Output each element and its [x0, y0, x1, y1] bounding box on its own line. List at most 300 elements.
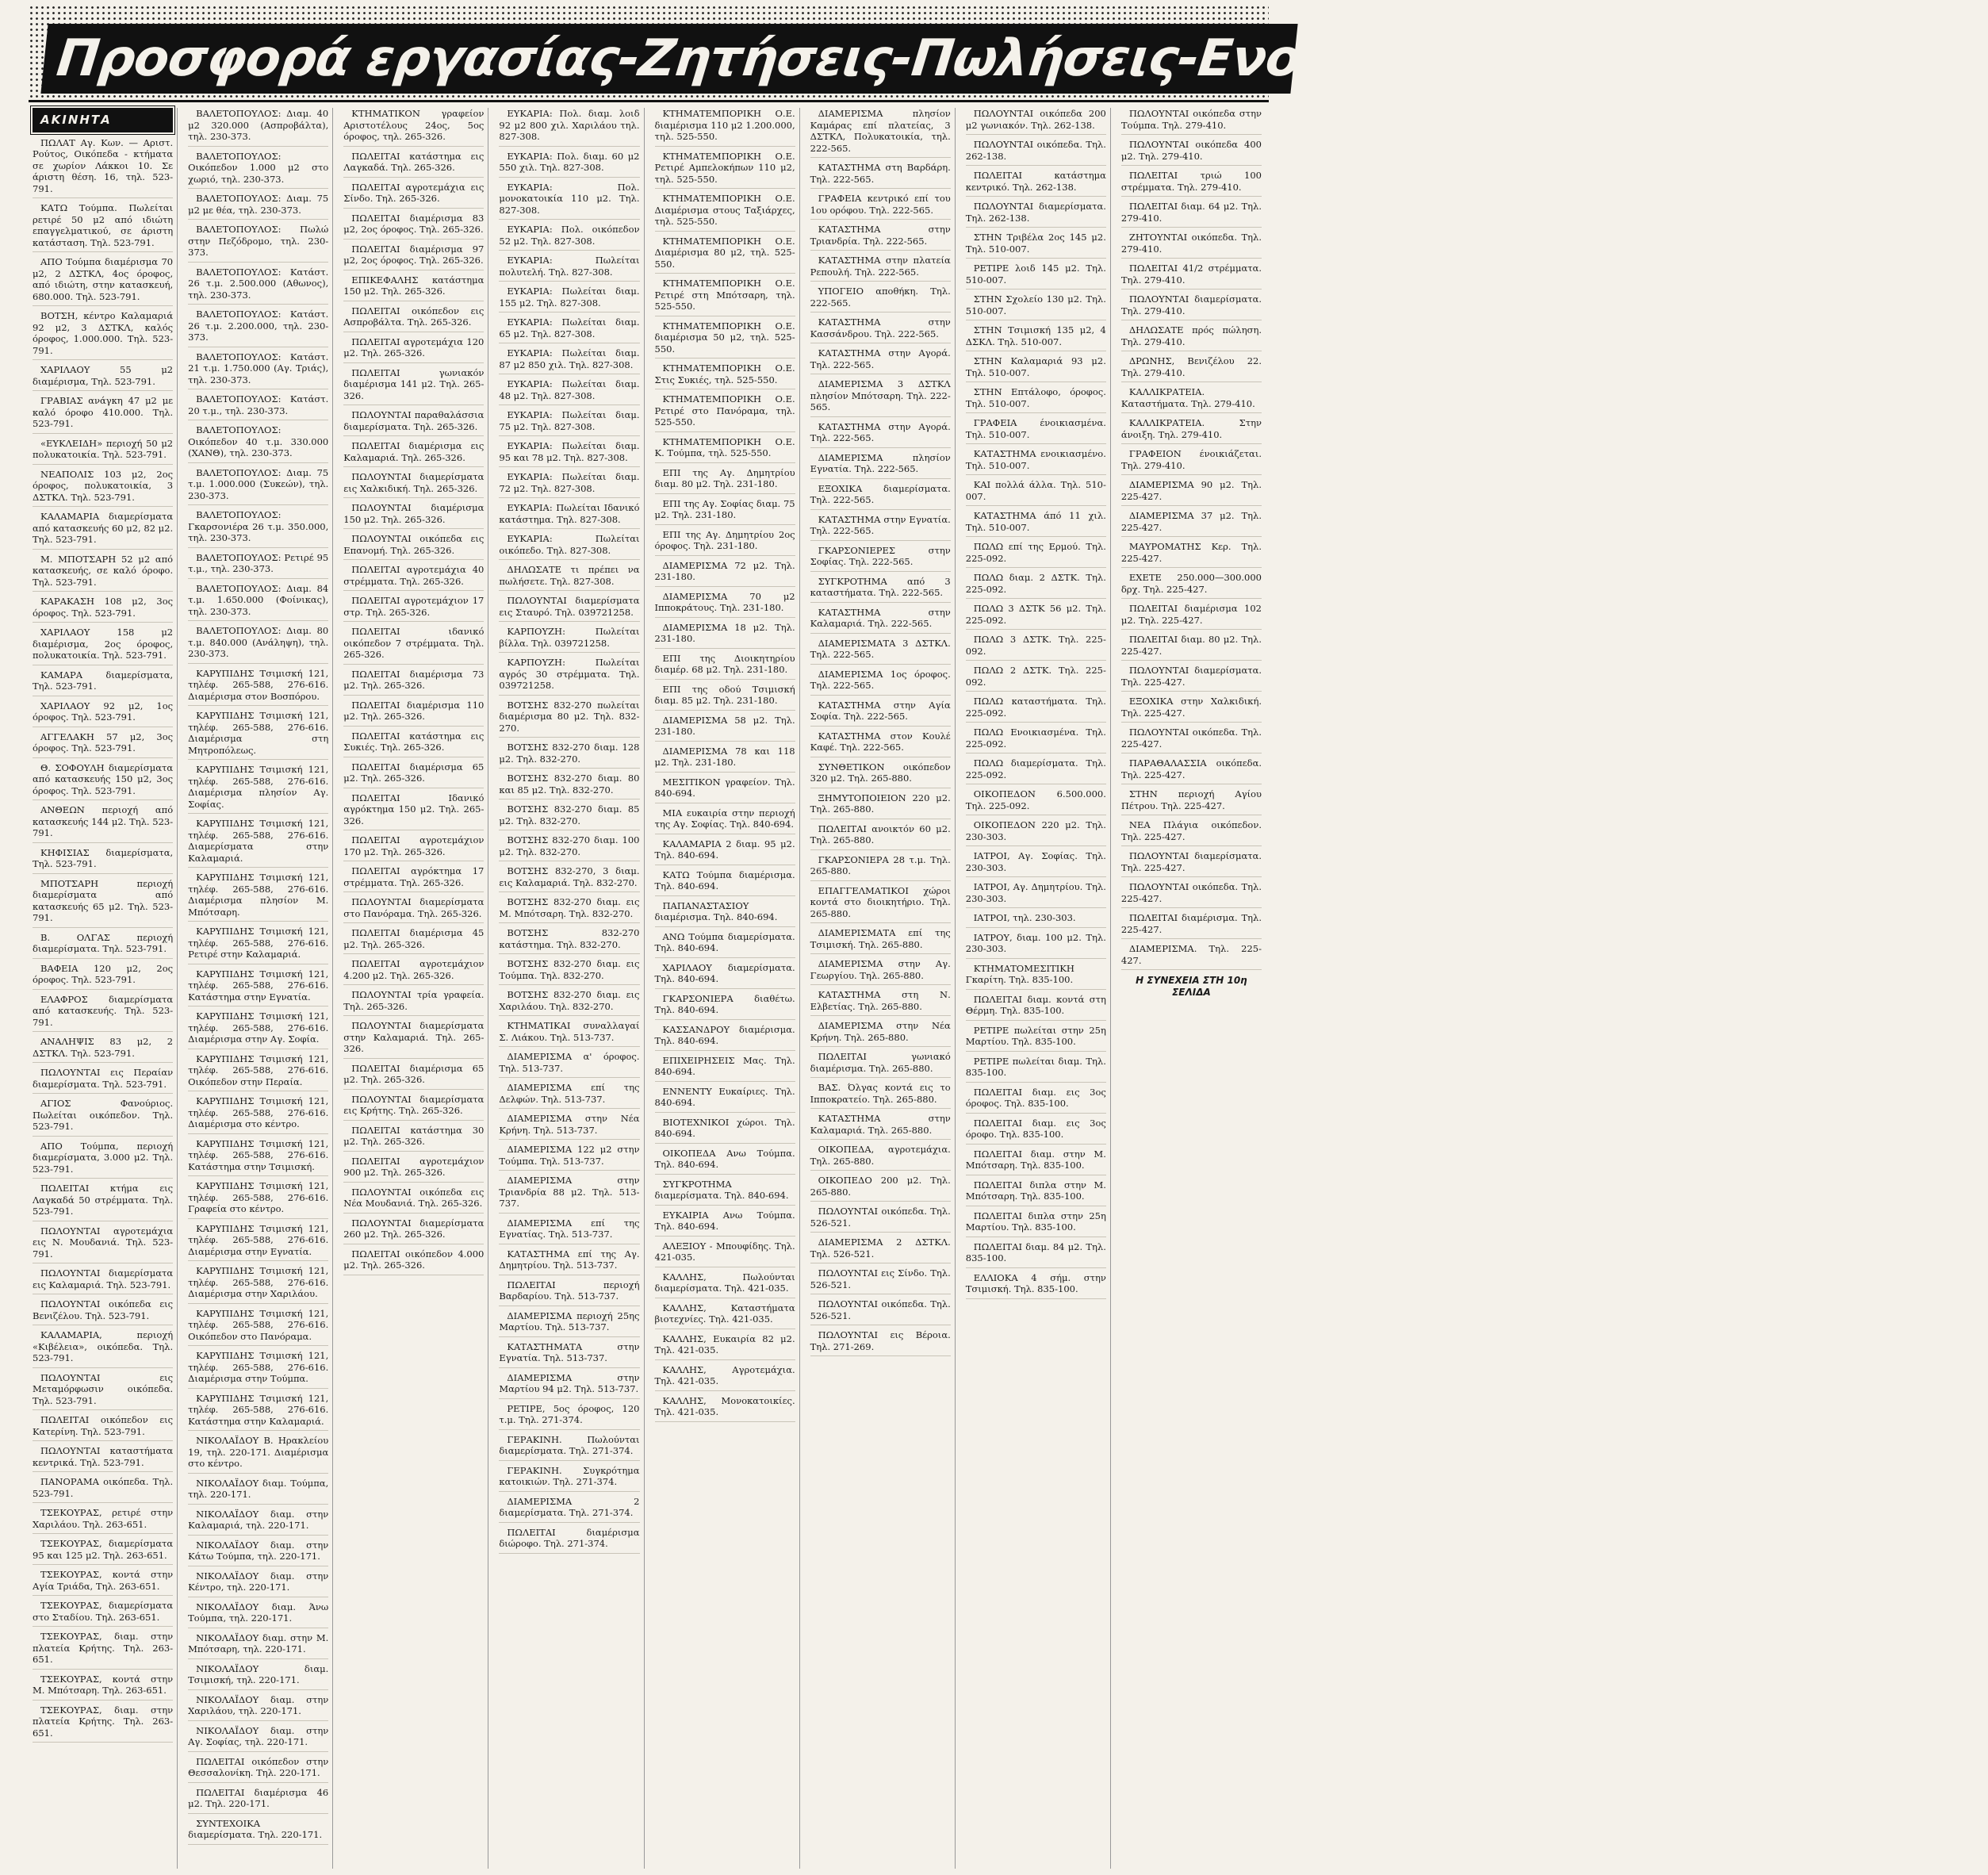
- classified-ad: ΠΩΛΕΙΤΑΙ διαμέρισμα 46 μ2. Τηλ. 220-171.: [188, 1787, 328, 1814]
- classified-ad: ΠΩΛΟΥΝΤΑΙ διαμερίσματα. Τηλ. 225-427.: [1121, 850, 1262, 877]
- classified-ad: ΚΑΡΠΟΥΖΗ: Πωλείται βίλλα. Τηλ. 039721258.: [499, 626, 639, 653]
- classified-ad: ΚΑΡΠΟΥΖΗ: Πωλείται αγρός 30 στρέμματα. Τηλ. 039721258.: [499, 657, 639, 696]
- classified-ad: ΚΑΜΑΡΑ διαμερίσματα, Τηλ. 523-791.: [33, 669, 173, 696]
- classified-ad: ΕΥΚΑΡΙΑ: Πωλείται διαμ. 155 μ2. Τηλ. 827-308.: [499, 286, 639, 312]
- section-header: ΑΚΙΝΗΤΑ: [33, 108, 173, 132]
- classified-ad: ΠΩΛΕΙΤΑΙ τριώ 100 στρέμματα. Τηλ. 279-410.: [1121, 170, 1262, 197]
- classified-ad: ΠΩΛΕΙΤΑΙ ιδανικό οικόπεδον 7 στρέμματα. Τηλ. 265-326.: [343, 626, 484, 665]
- classified-ad: ΡΕΤΙΡΕ πωλείται διαμ. Τηλ. 835-100.: [966, 1056, 1106, 1083]
- classified-ad: ΚΤΗΜΑΤΕΜΠΟΡΙΚΗ Ο.Ε. Διαμέρισμα 80 μ2, τηλ. 525-550.: [655, 236, 795, 274]
- classified-ad: ΓΡΑΦΕΙΟΝ ένοικιάζεται. Τηλ. 279-410.: [1121, 448, 1262, 475]
- classified-ad: ΚΤΗΜΑΤΕΜΠΟΡΙΚΗ Ο.Ε. Ρετιρέ στη Μπότσαρη, τηλ. 525-550.: [655, 278, 795, 316]
- classified-ad: ΓΡΑΦΕΙΑ κεντρικό επί του 1ου ορόφου. Τηλ. 222-565.: [810, 193, 951, 220]
- classified-ad: ΚΑΛΛΗΣ, Μονοκατοικίες. Τηλ. 421-035.: [655, 1395, 795, 1422]
- classified-ad: ΑΓΙΟΣ Φανούριος. Πωλείται οικόπεδον. Τηλ. 523-791.: [33, 1098, 173, 1137]
- classified-ad: ΣΤΗΝ Τριβέλα 2ος 145 μ2. Τηλ. 510-007.: [966, 232, 1106, 259]
- classified-ad: ΒΟΤΣΗΣ 832-270 διαμ. εις Χαριλάου. Τηλ. 832-270.: [499, 989, 639, 1016]
- classified-ad: ΠΩΛΟΥΝΤΑΙ διαμερίσματα. Τηλ. 225-427.: [1121, 665, 1262, 692]
- classified-ad: ΠΩΛΟΥΝΤΑΙ διαμερίσματα 260 μ2. Τηλ. 265-326.: [343, 1217, 484, 1244]
- classified-ad: ΕΥΚΑΡΙΑ: Πολ. διαμ. 60 μ2 550 χιλ. Τηλ. 827-308.: [499, 151, 639, 178]
- classified-ad: ΔΗΛΩΣΑΤΕ τι πρέπει να πωλήσετε. Τηλ. 827-308.: [499, 564, 639, 591]
- classified-ad: ΠΩΛΕΙΤΑΙ διαμέρισμα 65 μ2. Τηλ. 265-326.: [343, 761, 484, 788]
- classified-ad: ΑΝΩ Τούμπα διαμερίσματα. Τηλ. 840-694.: [655, 931, 795, 958]
- classified-ad: ΠΩΛΕΙΤΑΙ διαμέρισμα 97 μ2, 2ος όροφος. Τηλ. 265-326.: [343, 243, 484, 270]
- classified-ad: ΕΠΙ της Αγ. Σοφίας διαμ. 75 μ2. Τηλ. 231-180.: [655, 498, 795, 525]
- classified-ad: ΚΑΤΑΣΤΗΜΑ στην Καλαμαριά. Τηλ. 265-880.: [810, 1113, 951, 1140]
- classified-ad: ΚΑΡΥΠΙΔΗΣ Τσιμισκή 121, τηλέφ. 265-588, 276-616. Διαμέρισμα στην Εγνατία.: [188, 1223, 328, 1262]
- classified-ad: ΕΧΕΤΕ 250.000—300.000 δρχ. Τηλ. 225-427.: [1121, 572, 1262, 599]
- classified-ad: ΚΑΡΥΠΙΔΗΣ Τσιμισκή 121, τηλέφ. 265-588, 276-616. Διαμέρισμα πλησίον Αγ. Σοφίας.: [188, 764, 328, 814]
- classified-ad: ΠΩΛΕΙΤΑΙ διαμέρισμα 102 μ2. Τηλ. 225-427.: [1121, 603, 1262, 630]
- classified-ad: ΞΗΜΥΤΟΠΟΙΕΙΟΝ 220 μ2. Τηλ. 265-880.: [810, 792, 951, 819]
- classified-ad: ΚΑΡΥΠΙΔΗΣ Τσιμισκή 121, τηλέφ. 265-588, 276-616. Κατάστημα στην Τσιμισκή.: [188, 1138, 328, 1177]
- column-1: [29, 108, 178, 1869]
- classified-ad: ΒΑΛΕΤΟΠΟΥΛΟΣ: Διαμ. 84 τ.μ. 1.650.000 (Φοίνικας), τηλ. 230-373.: [188, 583, 328, 622]
- classified-ad: ΣΤΗΝ Επτάλοφο, όροφος. Τηλ. 510-007.: [966, 386, 1106, 413]
- classified-ad: ΟΙΚΟΠΕΔΟ 200 μ2. Τηλ. 265-880.: [810, 1175, 951, 1202]
- classified-ad: ΝΙΚΟΛΑΪΔΟΥ διαμ. στην Χαριλάου, τηλ. 220-171.: [188, 1694, 328, 1721]
- masthead-banner: [29, 5, 1988, 102]
- classified-ad: ΤΣΕΚΟΥΡΑΣ, διαμ. στην πλατεία Κρήτης. Τηλ. 263-651.: [33, 1631, 173, 1670]
- classified-ad: ΕΠΙΚΕΦΑΛΗΣ κατάστημα 150 μ2. Τηλ. 265-326.: [343, 274, 484, 301]
- classified-ad: ΠΩΛΑΤ Αγ. Κων. — Αριστ. Ρούτος, Οικόπεδα - κτήματα σε χωρίον Λάκκοι 10. Σε άριστη θέση. 16, τηλ. 523-791.: [33, 137, 173, 199]
- masthead-title: Προσφορά εργασίας-Ζητήσεις-Πωλήσεις-Ενοικιάσεις-Αγοραί-Ακίνητα: [40, 24, 1297, 94]
- classified-ad: ΠΩΛΟΥΝΤΑΙ οικόπεδα 200 μ2 γωνιακόν. Τηλ. 262-138.: [966, 108, 1106, 135]
- classified-ad: ΠΩΛΕΙΤΑΙ αγροτεμάχιον 170 μ2. Τηλ. 265-326.: [343, 834, 484, 861]
- classified-ad: ΔΙΑΜΕΡΙΣΜΑ 58 μ2. Τηλ. 231-180.: [655, 715, 795, 742]
- classified-ad: ΚΑΡΥΠΙΔΗΣ Τσιμισκή 121, τηλέφ. 265-588, 276-616. Διαμερίσματα στην Καλαμαριά.: [188, 818, 328, 868]
- classified-ad: ΝΙΚΟΛΑΪΔΟΥ διαμ. Άνω Τούμπα, τηλ. 220-171.: [188, 1601, 328, 1628]
- classified-ad: ΠΩΛΟΥΝΤΑΙ διαμερίσματα. Τηλ. 279-410.: [1121, 293, 1262, 320]
- classified-ad: ΚΑΡΥΠΙΔΗΣ Τσιμισκή 121, τηλέφ. 265-588, 276-616. Κατάστημα στην Καλαμαριά.: [188, 1393, 328, 1432]
- classified-ad: ΚΑΤΩ Τούμπα. Πωλείται ρετιρέ 50 μ2 από ιδιώτη επαγγελματικού, σε άριστη κατάσταση. Τηλ. 523-791.: [33, 202, 173, 252]
- classified-ad: ΓΚΑΡΣΟΝΙΕΡΕΣ στην Σοφίας. Τηλ. 222-565.: [810, 545, 951, 572]
- classified-ad: ΚΑΙ πολλά άλλα. Τηλ. 510-007.: [966, 479, 1106, 506]
- classified-ad: ΠΩΛΕΙΤΑΙ κατάστημα εις Λαγκαδά. Τηλ. 265-326.: [343, 151, 484, 178]
- column-7: [962, 108, 1111, 1869]
- classified-ad: ΠΩΛΕΙΤΑΙ διαμέρισμα 83 μ2, 2ος όροφος. Τηλ. 265-326.: [343, 213, 484, 240]
- classified-ad: ΣΥΝΘΕΤΙΚΟΝ οικόπεδον 320 μ2. Τηλ. 265-880.: [810, 761, 951, 788]
- classified-ad: ΠΩΛΕΙΤΑΙ οικόπεδον εις Ασπροβάλτα. Τηλ. 265-326.: [343, 305, 484, 332]
- classified-ad: ΠΩΛΟΥΝΤΑΙ διαμερίσματα εις Σταυρό. Τηλ. 039721258.: [499, 595, 639, 622]
- classified-ad: ΠΑΡΑΘΑΛΑΣΣΙΑ οικόπεδα. Τηλ. 225-427.: [1121, 757, 1262, 784]
- classified-ad: ΔΙΑΜΕΡΙΣΜΑ 78 και 118 μ2. Τηλ. 231-180.: [655, 746, 795, 773]
- classified-ad: ΚΑΡΥΠΙΔΗΣ Τσιμισκή 121, τηλέφ. 265-588, 276-616. Διαμέρισμα στη Μητροπόλεως.: [188, 710, 328, 760]
- classified-ad: ΒΑΣ. Όλγας κοντά εις το Ιπποκρατείο. Τηλ. 265-880.: [810, 1082, 951, 1109]
- classified-ad: ΑΠΟ Τούμπα διαμέρισμα 70 μ2, 2 ΔΣΤΚΛ, 4ος όροφος, από ιδιώτη, στην κατασκευή, 680.000. Τηλ. 523-791.: [33, 256, 173, 306]
- classified-ad: ΥΠΟΓΕΙΟ αποθήκη. Τηλ. 222-565.: [810, 286, 951, 312]
- classified-ad: ΓΕΡΑΚΙΝΗ. Συγκρότημα κατοικιών. Τηλ. 271-374.: [499, 1465, 639, 1492]
- classified-ad: ΜΑΥΡΟΜΑΤΗΣ Κερ. Τηλ. 225-427.: [1121, 541, 1262, 568]
- classified-ad: ΚΑΛΛΗΣ, Καταστήματα βιοτεχνίες. Τηλ. 421-035.: [655, 1302, 795, 1329]
- classified-ad: ΚΑΡΥΠΙΔΗΣ Τσιμισκή 121, τηλέφ. 265-588, 276-616. Γραφεία στο κέντρο.: [188, 1180, 328, 1219]
- classified-ad: ΕΠΑΓΓΕΛΜΑΤΙΚΟΙ χώροι κοντά στο διοικητήριο. Τηλ. 265-880.: [810, 885, 951, 924]
- classified-ad: ΠΩΛΕΙΤΑΙ διαμέρισμα 45 μ2. Τηλ. 265-326.: [343, 927, 484, 954]
- classified-ad: ΜΕΣΙΤΙΚΟΝ γραφείον. Τηλ. 840-694.: [655, 776, 795, 803]
- classified-ad: ΠΩΛΩ 3 ΔΣΤΚ. Τηλ. 225-092.: [966, 634, 1106, 661]
- classified-ad: ΠΩΛΩ διαμ. 2 ΔΣΤΚ. Τηλ. 225-092.: [966, 572, 1106, 599]
- classified-ad: ΕΞΟΧΙΚΑ διαμερίσματα. Τηλ. 222-565.: [810, 483, 951, 510]
- column-8: [1117, 108, 1266, 1869]
- classified-ad: ΚΑΤΑΣΤΗΜΑ στην Αγορά. Τηλ. 222-565.: [810, 347, 951, 374]
- classified-ad: ΔΙΑΜΕΡΙΣΜΑ επί της Εγνατίας. Τηλ. 513-737.: [499, 1217, 639, 1244]
- classified-ad: ΔΙΑΜΕΡΙΣΜΑ 1ος όροφος. Τηλ. 222-565.: [810, 669, 951, 696]
- classified-ad: ΔΙΑΜΕΡΙΣΜΑ περιοχή 25ης Μαρτίου. Τηλ. 513-737.: [499, 1310, 639, 1337]
- classified-ad: ΔΙΑΜΕΡΙΣΜΑ 37 μ2. Τηλ. 225-427.: [1121, 510, 1262, 537]
- classified-ad: ΠΩΛΕΙΤΑΙ διπλα στην 25η Μαρτίου. Τηλ. 835-100.: [966, 1210, 1106, 1237]
- classified-ad: ΠΩΛΕΙΤΑΙ διαμέρισμα. Τηλ. 225-427.: [1121, 912, 1262, 939]
- classified-ad: ΝΙΚΟΛΑΪΔΟΥ διαμ. στην Κάτω Τούμπα, τηλ. 220-171.: [188, 1539, 328, 1566]
- classified-ad: ΕΛΛΙΟΚΑ 4 σήμ. στην Τσιμισκή. Τηλ. 835-100.: [966, 1272, 1106, 1299]
- classified-ad: ΠΩΛΩ Ενοικιασμένα. Τηλ. 225-092.: [966, 727, 1106, 753]
- classified-ad: ΚΤΗΜΑΤΙΚΑΙ συναλλαγαί Σ. Λιάκου. Τηλ. 513-737.: [499, 1020, 639, 1047]
- classified-ad: ΠΩΛΕΙΤΑΙ περιοχή Βαρδαρίου. Τηλ. 513-737.: [499, 1279, 639, 1306]
- classified-ad: ΙΑΤΡΟΥ, διαμ. 100 μ2. Τηλ. 230-303.: [966, 932, 1106, 959]
- classified-ad: ΠΩΛΕΙΤΑΙ αγροτεμάχιον 4.200 μ2. Τηλ. 265-326.: [343, 958, 484, 985]
- classified-ad: ΠΩΛΟΥΝΤΑΙ οικόπεδα. Τηλ. 225-427.: [1121, 727, 1262, 753]
- classified-ad: ΚΤΗΜΑΤΕΜΠΟΡΙΚΗ Ο.Ε. Κ. Τούμπα, τηλ. 525-550.: [655, 436, 795, 463]
- classified-ad: ΠΩΛΕΙΤΑΙ αγρόκτημα 17 στρέμματα. Τηλ. 265-326.: [343, 865, 484, 892]
- classified-ad: ΝΙΚΟΛΑΪΔΟΥ διαμ. στην Αγ. Σοφίας, τηλ. 220-171.: [188, 1725, 328, 1752]
- classified-ad: ΙΑΤΡΟΙ, τηλ. 230-303.: [966, 912, 1106, 928]
- classified-ad: ΚΤΗΜΑΤΕΜΠΟΡΙΚΗ Ο.Ε. Ρετιρέ Αμπελοκήπων 110 μ2, τηλ. 525-550.: [655, 151, 795, 190]
- classified-ad: ΕΥΚΑΡΙΑ: Πωλείται διαμ. 72 μ2. Τηλ. 827-308.: [499, 471, 639, 498]
- classified-ad: ΠΩΛΕΙΤΑΙ διαμ. στην Μ. Μπότσαρη. Τηλ. 835-100.: [966, 1148, 1106, 1175]
- classified-ad: ΠΩΛΕΙΤΑΙ αγροτεμάχια εις Σίνδο. Τηλ. 265-326.: [343, 182, 484, 209]
- classified-ad: ΠΩΛΟΥΝΤΑΙ τρία γραφεία. Τηλ. 265-326.: [343, 989, 484, 1016]
- classified-ad: ΠΩΛΕΙΤΑΙ διαμ. εις 3ος όροφο. Τηλ. 835-100.: [966, 1118, 1106, 1145]
- classified-ad: ΑΛΕΞΙΟΥ - Μπουφίδης. Τηλ. 421-035.: [655, 1240, 795, 1267]
- classified-ad: ΠΩΛΕΙΤΑΙ διαμέρισμα 65 μ2. Τηλ. 265-326.: [343, 1063, 484, 1090]
- classified-ad: ΕΥΚΑΡΙΑ: Πολ. μονοκατοικία 110 μ2. Τηλ. 827-308.: [499, 182, 639, 220]
- classified-ad: ΕΥΚΑΡΙΑ: Πωλείται διαμ. 87 μ2 850 χιλ. Τηλ. 827-308.: [499, 347, 639, 374]
- classified-ad: ΚΑΛΑΜΑΡΙΑ 2 διαμ. 95 μ2. Τηλ. 840-694.: [655, 838, 795, 865]
- classified-ad: ΣΤΗΝ Τσιμισκή 135 μ2, 4 ΔΣΚΛ. Τηλ. 510-007.: [966, 324, 1106, 351]
- classified-ad: ΚΤΗΜΑΤΕΜΠΟΡΙΚΗ Ο.Ε. Διαμέρισμα στους Ταξιάρχες, τηλ. 525-550.: [655, 193, 795, 232]
- classified-ad: ΠΩΛΩ 2 ΔΣΤΚ. Τηλ. 225-092.: [966, 665, 1106, 692]
- classified-ad: ΚΤΗΜΑΤΕΜΠΟΡΙΚΗ Ο.Ε. Στις Συκιές, τηλ. 525-550.: [655, 362, 795, 389]
- classified-ad: ΠΩΛΟΥΝΤΑΙ οικόπεδα στην Τούμπα. Τηλ. 279-410.: [1121, 108, 1262, 135]
- classified-ad: ΒΟΤΣΗΣ 832-270 διαμ. 128 μ2. Τηλ. 832-270.: [499, 742, 639, 769]
- classified-ad: ΔΙΑΜΕΡΙΣΜΑ 122 μ2 στην Τούμπα. Τηλ. 513-737.: [499, 1144, 639, 1171]
- classified-ad: ΚΑΤΑΣΤΗΜΑ στην πλατεία Ρεπουλή. Τηλ. 222-565.: [810, 255, 951, 282]
- classified-ad: ΚΑΤΑΣΤΗΜΑ στον Κουλέ Καφέ. Τηλ. 222-565.: [810, 730, 951, 757]
- classified-ad: ΚΑΡΥΠΙΔΗΣ Τσιμισκή 121, τηλέφ. 265-588, 276-616. Οικόπεδον στην Περαία.: [188, 1053, 328, 1092]
- classified-ad: ΣΤΗΝ περιοχή Αγίου Πέτρου. Τηλ. 225-427.: [1121, 788, 1262, 815]
- classified-ad: ΠΩΛΕΙΤΑΙ διαμ. 84 μ2. Τηλ. 835-100.: [966, 1241, 1106, 1268]
- classified-ad: ΔΙΑΜΕΡΙΣΜΑΤΑ επί της Τσιμισκή. Τηλ. 265-880.: [810, 927, 951, 954]
- classified-ad: ΠΩΛΟΥΝΤΑΙ αγροτεμάχια εις Ν. Μουδανιά. Τηλ. 523-791.: [33, 1225, 173, 1264]
- classified-ad: ΣΥΝΤΕΧΟΙΚΑ διαμερίσματα. Τηλ. 220-171.: [188, 1818, 328, 1845]
- classified-ad: ΒΑΛΕΤΟΠΟΥΛΟΣ: Γκαρσονιέρα 26 τ.μ. 350.000, τηλ. 230-373.: [188, 509, 328, 548]
- classified-ad: ΒΑΛΕΤΟΠΟΥΛΟΣ: Οικόπεδον 40 τ.μ. 330.000 (ΧΑΝΘ), τηλ. 230-373.: [188, 424, 328, 463]
- classified-ad: ΠΩΛΕΙΤΑΙ κτήμα εις Λαγκαδά 50 στρέμματα. Τηλ. 523-791.: [33, 1183, 173, 1221]
- classified-ad: ΓΡΑΦΕΙΑ ένοικιασμένα. Τηλ. 510-007.: [966, 417, 1106, 444]
- classified-ad: ΝΙΚΟΛΑΪΔΟΥ διαμ. Τούμπα, τηλ. 220-171.: [188, 1478, 328, 1505]
- classified-ad: ΠΩΛΟΥΝΤΑΙ οικόπεδα 400 μ2. Τηλ. 279-410.: [1121, 139, 1262, 166]
- classified-ad: ΠΩΛΟΥΝΤΑΙ διαμερίσματα. Τηλ. 262-138.: [966, 201, 1106, 228]
- classified-ad: ΕΥΚΑΡΙΑ: Πωλείται οικόπεδο. Τηλ. 827-308.: [499, 533, 639, 560]
- classified-ad: ΠΩΛΟΥΝΤΑΙ εις Μεταμόρφωσιν οικόπεδα. Τηλ. 523-791.: [33, 1372, 173, 1411]
- classified-ad: ΠΩΛΕΙΤΑΙ διαμέρισμα 110 μ2. Τηλ. 265-326.: [343, 700, 484, 727]
- classified-ad: ΒΑΛΕΤΟΠΟΥΛΟΣ: Διαμ. 75 μ2 με θέα, τηλ. 230-373.: [188, 193, 328, 220]
- classified-ad: ΔΙΑΜΕΡΙΣΜΑ 2 διαμερίσματα. Τηλ. 271-374.: [499, 1496, 639, 1523]
- classified-ad: ΠΩΛΕΙΤΑΙ γωνιακόν διαμέρισμα 141 μ2. Τηλ. 265-326.: [343, 367, 484, 406]
- classified-ad: ΠΩΛΟΥΝΤΑΙ οικόπεδα εις Νέα Μουδανιά. Τηλ. 265-326.: [343, 1187, 484, 1214]
- classified-ad: ΤΣΕΚΟΥΡΑΣ, διαμερίσματα στο Σταδίου. Τηλ. 263-651.: [33, 1600, 173, 1627]
- classified-ad: ΒΑΛΕΤΟΠΟΥΛΟΣ: Διαμ. 80 τ.μ. 840.000 (Ανάληψη), τηλ. 230-373.: [188, 625, 328, 664]
- classified-ad: ΠΩΛΟΥΝΤΑΙ καταστήματα κεντρικά. Τηλ. 523-791.: [33, 1445, 173, 1472]
- classified-ad: ΑΓΓΕΛΑΚΗ 57 μ2, 3ος όροφος. Τηλ. 523-791.: [33, 731, 173, 758]
- classified-ad: ΧΑΡΙΛΑΟΥ 92 μ2, 1ος όροφος. Τηλ. 523-791.: [33, 700, 173, 727]
- classified-ad: ΟΙΚΟΠΕΔΑ Ανω Τούμπα. Τηλ. 840-694.: [655, 1148, 795, 1175]
- classified-ad: ΚΑΤΑΣΤΗΜΑ επί της Αγ. Δημητρίου. Τηλ. 513-737.: [499, 1248, 639, 1275]
- classified-ad: ΚΤΗΜΑΤΕΜΠΟΡΙΚΗ Ο.Ε. διαμέρισμα 110 μ2 1.200.000, τηλ. 525-550.: [655, 108, 795, 147]
- classified-ad: ΚΑΤΑΣΤΗΜΑ στην Τριανδρία. Τηλ. 222-565.: [810, 224, 951, 251]
- classified-ad: ΠΩΛΕΙΤΑΙ κατάστημα 30 μ2. Τηλ. 265-326.: [343, 1125, 484, 1152]
- classified-ad: ΙΑΤΡΟΙ, Αγ. Δημητρίου. Τηλ. 230-303.: [966, 881, 1106, 908]
- classified-ad: ΠΩΛΕΙΤΑΙ αγροτεμάχια 40 στρέμματα. Τηλ. 265-326.: [343, 564, 484, 591]
- classified-ad: ΕΠΙ της Αγ. Δημητρίου διαμ. 80 μ2. Τηλ. 231-180.: [655, 467, 795, 494]
- classified-ad: ΔΡΩΝΗΣ, Βενιζέλου 22. Τηλ. 279-410.: [1121, 355, 1262, 382]
- classified-ad: ΣΥΓΚΡΟΤΗΜΑ διαμερίσματα. Τηλ. 840-694.: [655, 1179, 795, 1206]
- classified-ad: ΤΣΕΚΟΥΡΑΣ, κοντά στην Μ. Μπότσαρη. Τηλ. 263-651.: [33, 1674, 173, 1701]
- classified-ad: ΠΩΛΟΥΝΤΑΙ οικόπεδα. Τηλ. 262-138.: [966, 139, 1106, 166]
- classified-ad: ΚΤΗΜΑΤΟΜΕΣΙΤΙΚΗ Γκαρίτη. Τηλ. 835-100.: [966, 963, 1106, 990]
- classified-ad: ΠΩΛΕΙΤΑΙ γωνιακό διαμέρισμα. Τηλ. 265-880.: [810, 1051, 951, 1078]
- classified-ad: ΚΑΤΑΣΤΗΜΑ στην Αγία Σοφία. Τηλ. 222-565.: [810, 700, 951, 727]
- classified-ad: ΚΑΛΑΜΑΡΙΑ, περιοχή «Κιβέλεια», οικόπεδα. Τηλ. 523-791.: [33, 1329, 173, 1368]
- classified-ad: ΒΑΛΕΤΟΠΟΥΛΟΣ: Κατάστ. 20 τ.μ., τηλ. 230-373.: [188, 393, 328, 420]
- classified-ad: ΚΑΣΣΑΝΔΡΟΥ διαμέρισμα. Τηλ. 840-694.: [655, 1024, 795, 1051]
- classified-ad: ΠΩΛΟΥΝΤΑΙ οικόπεδα εις Βενιζέλου. Τηλ. 523-791.: [33, 1298, 173, 1325]
- classified-ad: ΟΙΚΟΠΕΔΟΝ 6.500.000. Τηλ. 225-092.: [966, 788, 1106, 815]
- classified-ad: ΠΩΛΕΙΤΑΙ διπλα στην Μ. Μπότσαρη. Τηλ. 835-100.: [966, 1179, 1106, 1206]
- classified-ad: ΠΩΛΕΙΤΑΙ οικόπεδον στην Θεσσαλονίκη. Τηλ. 220-171.: [188, 1756, 328, 1783]
- classified-ad: ΒΑΛΕΤΟΠΟΥΛΟΣ: Διαμ. 75 τ.μ. 1.000.000 (Συκεών), τηλ. 230-373.: [188, 467, 328, 506]
- classified-ad: ΠΩΛΟΥΝΤΑΙ διαμερίσματα εις Χαλκιδική. Τηλ. 265-326.: [343, 471, 484, 498]
- classified-ad: ΠΩΛΕΙΤΑΙ αγροτεμάχιον 900 μ2. Τηλ. 265-326.: [343, 1156, 484, 1183]
- classified-ad: ΠΩΛΕΙΤΑΙ διαμέρισμα διώροφο. Τηλ. 271-374.: [499, 1527, 639, 1554]
- classified-ad: ΠΩΛΕΙΤΑΙ ανοικτόν 60 μ2. Τηλ. 265-880.: [810, 823, 951, 850]
- classified-ad: ΕΥΚΑΡΙΑ: Πωλείται διαμ. 65 μ2. Τηλ. 827-308.: [499, 316, 639, 343]
- classified-ad: ΚΤΗΜΑΤΕΜΠΟΡΙΚΗ Ο.Ε. διαμέρισμα 50 μ2, τηλ. 525-550.: [655, 320, 795, 359]
- classified-ad: ΚΑΛΑΜΑΡΙΑ διαμερίσματα από κατασκευής 60 μ2, 82 μ2. Τηλ. 523-791.: [33, 511, 173, 550]
- classified-ad: ΚΑΤΑΣΤΗΜΑ στη Βαρδάρη. Τηλ. 222-565.: [810, 162, 951, 189]
- classified-ad: ΚΑΤΑΣΤΗΜΑ στην Κασσάνδρου. Τηλ. 222-565.: [810, 316, 951, 343]
- classified-ad: ΠΩΛΩ επί της Ερμού. Τηλ. 225-092.: [966, 541, 1106, 568]
- classified-ad: ΚΑΡΑΚΑΣΗ 108 μ2, 3ος όροφος. Τηλ. 523-791.: [33, 596, 173, 623]
- classified-ad: ΚΤΗΜΑΤΕΜΠΟΡΙΚΗ Ο.Ε. Ρετιρέ στο Πανόραμα, τηλ. 525-550.: [655, 393, 795, 432]
- classified-ad: ΖΗΤΟΥΝΤΑΙ οικόπεδα. Τηλ. 279-410.: [1121, 232, 1262, 259]
- classified-ad: ΣΥΓΚΡΟΤΗΜΑ από 3 καταστήματα. Τηλ. 222-565.: [810, 576, 951, 603]
- classified-ad: ΚΑΡΥΠΙΔΗΣ Τσιμισκή 121, τηλέφ. 265-588, 276-616. Διαμέρισμα πλησίον Μ. Μπότσαρη.: [188, 872, 328, 922]
- classified-ad: ΚΑΡΥΠΙΔΗΣ Τσιμισκή 121, τηλέφ. 265-588, 276-616. Διαμέρισμα στο κέντρο.: [188, 1095, 328, 1134]
- classified-ad: ΕΠΙ της Διοικητηρίου διαμέρ. 68 μ2. Τηλ. 231-180.: [655, 653, 795, 680]
- column-2: [184, 108, 333, 1869]
- classified-ad: ΒΑΛΕΤΟΠΟΥΛΟΣ: Κατάστ. 21 τ.μ. 1.750.000 (Αγ. Τριάς), τηλ. 230-373.: [188, 351, 328, 390]
- classified-ad: ΔΙΑΜΕΡΙΣΜΑ επί της Δελφών. Τηλ. 513-737.: [499, 1082, 639, 1109]
- classified-ad: ΒΑΛΕΤΟΠΟΥΛΟΣ: Κατάστ. 26 τ.μ. 2.200.000, τηλ. 230-373.: [188, 309, 328, 347]
- classified-ad: ΒΑΛΕΤΟΠΟΥΛΟΣ: Πωλώ στην Πεζόδρομο, τηλ. 230-373.: [188, 224, 328, 263]
- classified-ad: ΠΩΛΟΥΝΤΑΙ εις Περαίαν διαμερίσματα. Τηλ. 523-791.: [33, 1067, 173, 1094]
- classified-ad: ΚΑΛΛΗΣ, Ευκαιρία 82 μ2. Τηλ. 421-035.: [655, 1333, 795, 1360]
- classified-ad: ΒΑΛΕΤΟΠΟΥΛΟΣ: Ρετιρέ 95 τ.μ., τηλ. 230-373.: [188, 552, 328, 579]
- classified-ad: ΝΕΑΠΟΛΙΣ 103 μ2, 2ος όροφος, πολυκατοικία, 3 ΔΣΤΚΛ. Τηλ. 523-791.: [33, 469, 173, 508]
- classified-ad: ΠΩΛΟΥΝΤΑΙ οικόπεδα. Τηλ. 526-521.: [810, 1298, 951, 1325]
- classified-ad: ΝΙΚΟΛΑΪΔΟΥ διαμ. στην Μ. Μπότσαρη, τηλ. 220-171.: [188, 1632, 328, 1659]
- classified-ad: ΕΥΚΑΡΙΑ: Πωλείται πολυτελή. Τηλ. 827-308.: [499, 255, 639, 282]
- classified-ad: ΠΩΛΕΙΤΑΙ οικόπεδον 4.000 μ2. Τηλ. 265-326.: [343, 1248, 484, 1275]
- classified-ad: ΒΟΤΣΗΣ 832-270 κατάστημα. Τηλ. 832-270.: [499, 927, 639, 954]
- classified-ad: ΚΑΛΛΙΚΡΑΤΕΙΑ. Καταστήματα. Τηλ. 279-410.: [1121, 386, 1262, 413]
- classified-ad: ΒΑΦΕΙΑ 120 μ2, 2ος όροφος. Τηλ. 523-791.: [33, 963, 173, 990]
- classified-ad: ΕΠΙ της οδού Τσιμισκή διαμ. 85 μ2. Τηλ. 231-180.: [655, 684, 795, 711]
- classified-ad: Β. ΟΛΓΑΣ περιοχή διαμερίσματα. Τηλ. 523-791.: [33, 932, 173, 959]
- classified-ad: ΠΩΛΕΙΤΑΙ διαμ. 64 μ2. Τηλ. 279-410.: [1121, 201, 1262, 228]
- classified-ad: ΕΞΟΧΙΚΑ στην Χαλκιδική. Τηλ. 225-427.: [1121, 696, 1262, 723]
- classified-ad: ΚΑΛΛΗΣ, Πωλούνται διαμερίσματα. Τηλ. 421-035.: [655, 1271, 795, 1298]
- classified-ad: ΔΙΑΜΕΡΙΣΜΑ στην Μαρτίου 94 μ2. Τηλ. 513-737.: [499, 1372, 639, 1399]
- classified-ad: Θ. ΣΟΦΟΥΛΗ διαμερίσματα από κατασκευής 150 μ2, 3ος όροφος. Τηλ. 523-791.: [33, 762, 173, 801]
- classified-ad: ΔΙΑΜΕΡΙΣΜΑ πλησίον Καμάρας επί πλατείας, 3 ΔΣΤΚΛ, Πολυκατοικία, τηλ. 222-565.: [810, 108, 951, 158]
- classified-ad: ΚΑΡΥΠΙΔΗΣ Τσιμισκή 121, τηλέφ. 265-588, 276-616. Διαμέρισμα στον Βοσπόρου.: [188, 668, 328, 707]
- classified-ad: ΠΩΛΟΥΝΤΑΙ διαμερίσματα στην Καλαμαριά. Τηλ. 265-326.: [343, 1020, 484, 1059]
- classified-ad: ΠΑΠΑΝΑΣΤΑΣΙΟΥ διαμέρισμα. Τηλ. 840-694.: [655, 900, 795, 927]
- classified-ad: ΕΥΚΑΙΡΙΑ Ανω Τούμπα. Τηλ. 840-694.: [655, 1210, 795, 1237]
- classified-ad: ΔΙΑΜΕΡΙΣΜΑ. Τηλ. 225-427.: [1121, 943, 1262, 970]
- classified-ad: ΕΝΝΕΝΤΥ Ευκαίριες. Τηλ. 840-694.: [655, 1086, 795, 1113]
- classified-ad: ΒΟΤΣΗΣ 832-270 διαμ. εις Μ. Μπότσαρη. Τηλ. 832-270.: [499, 896, 639, 923]
- classified-ad: ΟΙΚΟΠΕΔΑ, αγροτεμάχια. Τηλ. 265-880.: [810, 1144, 951, 1171]
- classified-ad: ΚΑΤΑΣΤΗΜΑ άπό 11 χιλ. Τηλ. 510-007.: [966, 510, 1106, 537]
- classified-ad: ΔΙΑΜΕΡΙΣΜΑ 72 μ2. Τηλ. 231-180.: [655, 560, 795, 587]
- classified-ad: ΝΙΚΟΛΑΪΔΟΥ Β. Ηρακλείου 19, τηλ. 220-171. Διαμέρισμα στο κέντρο.: [188, 1435, 328, 1474]
- classified-ad: ΠΩΛΕΙΤΑΙ διαμ. κοντά στη Θέρμη. Τηλ. 835-100.: [966, 994, 1106, 1021]
- classified-ad: ΠΩΛΟΥΝΤΑΙ εις Βέροια. Τηλ. 271-269.: [810, 1329, 951, 1356]
- classified-ad: ΜΠΟΤΣΑΡΗ περιοχή διαμερίσματα από κατασκευής 65 μ2. Τηλ. 523-791.: [33, 878, 173, 928]
- classified-ad: ΔΙΑΜΕΡΙΣΜΑ α' όροφος. Τηλ. 513-737.: [499, 1051, 639, 1078]
- classified-ad: ΔΙΑΜΕΡΙΣΜΑ στην Τριανδρία 88 μ2. Τηλ. 513-737.: [499, 1175, 639, 1214]
- classified-ad: ΔΙΑΜΕΡΙΣΜΑ 90 μ2. Τηλ. 225-427.: [1121, 479, 1262, 506]
- classified-ad: ΝΙΚΟΛΑΪΔΟΥ διαμ. στην Καλαμαριά, τηλ. 220-171.: [188, 1509, 328, 1536]
- classified-ad: ΕΥΚΑΡΙΑ: Πωλείται διαμ. 95 και 78 μ2. Τηλ. 827-308.: [499, 440, 639, 467]
- classified-ad: ΒΟΤΣΗΣ 832-270 πωλείται διαμέρισμα 80 μ2. Τηλ. 832-270.: [499, 700, 639, 738]
- classified-ad: ΠΩΛΟΥΝΤΑΙ οικόπεδα εις Επανομή. Τηλ. 265-326.: [343, 533, 484, 560]
- classified-ad: ΝΙΚΟΛΑΪΔΟΥ διαμ. Τσιμισκή, τηλ. 220-171.: [188, 1663, 328, 1690]
- classified-ad: ΤΣΕΚΟΥΡΑΣ, ρετιρέ στην Χαριλάου. Τηλ. 263-651.: [33, 1507, 173, 1534]
- classified-ad: ΕΛΑΦΡΟΣ διαμερίσματα από κατασκευής. Τηλ. 523-791.: [33, 994, 173, 1033]
- classified-ad: ΠΩΛΕΙΤΑΙ διαμ. 80 μ2. Τηλ. 225-427.: [1121, 634, 1262, 661]
- classified-ad: ΠΩΛΟΥΝΤΑΙ διαμερίσματα εις Κρήτης. Τηλ. 265-326.: [343, 1094, 484, 1121]
- classified-ad: ΓΚΑΡΣΟΝΙΕΡΑ διαθέτω. Τηλ. 840-694.: [655, 993, 795, 1020]
- classified-ad: ΚΑΡΥΠΙΔΗΣ Τσιμισκή 121, τηλέφ. 265-588, 276-616. Κατάστημα στην Εγνατία.: [188, 968, 328, 1007]
- classified-ad: ΝΕΑ Πλάγια οικόπεδον. Τηλ. 225-427.: [1121, 819, 1262, 846]
- column-4: [495, 108, 644, 1869]
- classified-ad: ΠΩΛΟΥΝΤΑΙ διαμερίσματα στο Πανόραμα. Τηλ. 265-326.: [343, 896, 484, 923]
- classified-ad: ΠΩΛΕΙΤΑΙ 41/2 στρέμματα. Τηλ. 279-410.: [1121, 263, 1262, 289]
- classified-ad: ΕΥΚΑΡΙΑ: Πωλείται Ιδανικό κατάστημα. Τηλ. 827-308.: [499, 502, 639, 529]
- column-6: [806, 108, 956, 1869]
- classified-ad: ΒΟΤΣΗΣ 832-270, 3 διαμ. εις Καλαμαριά. Τηλ. 832-270.: [499, 865, 639, 892]
- classified-ad: ΒΟΤΣΗΣ 832-270 διαμ. 100 μ2. Τηλ. 832-270.: [499, 834, 639, 861]
- classified-ad: ΠΩΛΕΙΤΑΙ αγροτεμάχια 120 μ2. Τηλ. 265-326.: [343, 336, 484, 363]
- classified-ad: ΧΑΡΙΛΑΟΥ 55 μ2 διαμέρισμα, Τηλ. 523-791.: [33, 364, 173, 391]
- classified-ad: ΤΣΕΚΟΥΡΑΣ, διαμερίσματα 95 και 125 μ2. Τηλ. 263-651.: [33, 1538, 173, 1565]
- classified-ad: ΠΩΛΟΥΝΤΑΙ διαμερίσματα εις Καλαμαριά. Τηλ. 523-791.: [33, 1267, 173, 1294]
- classified-ad: ΠΩΛΕΙΤΑΙ κατάστημα κεντρικό. Τηλ. 262-138.: [966, 170, 1106, 197]
- classified-ad: ΠΩΛΩ 3 ΔΣΤΚ 56 μ2. Τηλ. 225-092.: [966, 603, 1106, 630]
- classified-ad: ΜΙΑ ευκαιρία στην περιοχή της Αγ. Σοφίας. Τηλ. 840-694.: [655, 807, 795, 834]
- classified-ad: ΚΑΤΑΣΤΗΜΑ στη Ν. Ελβετίας. Τηλ. 265-880.: [810, 989, 951, 1016]
- classified-ad: ΔΙΑΜΕΡΙΣΜΑ στην Νέα Κρήνη. Τηλ. 265-880.: [810, 1020, 951, 1047]
- classified-ad: ΚΑΤΑΣΤΗΜΑ στην Καλαμαριά. Τηλ. 222-565.: [810, 607, 951, 634]
- classified-ad: ΕΠΙ της Αγ. Δημητρίου 2ος όροφος. Τηλ. 231-180.: [655, 529, 795, 556]
- column-5: [651, 108, 800, 1869]
- classified-ad: ΔΙΑΜΕΡΙΣΜΑ πλησίον Εγνατία. Τηλ. 222-565.: [810, 452, 951, 479]
- classified-ad: ΠΑΝΟΡΑΜΑ οικόπεδα. Τηλ. 523-791.: [33, 1476, 173, 1503]
- classified-ad: ΑΠΟ Τούμπα, περιοχή διαμερίσματα, 3.000 μ2. Τηλ. 523-791.: [33, 1141, 173, 1179]
- classified-ad: ΓΚΑΡΣΟΝΙΕΡΑ 28 τ.μ. Τηλ. 265-880.: [810, 854, 951, 881]
- classified-ad: ΕΥΚΑΡΙΑ: Πολ. διαμ. λοιδ 92 μ2 800 χιλ. Χαριλάου τηλ. 827-308.: [499, 108, 639, 147]
- classified-ad: ΚΑΤΑΣΤΗΜΑ ενοικιασμένο. Τηλ. 510-007.: [966, 448, 1106, 475]
- classified-ad: ΚΑΤΩ Τούμπα διαμέρισμα. Τηλ. 840-694.: [655, 869, 795, 896]
- classified-ad: ΚΑΛΛΗΣ, Αγροτεμάχια. Τηλ. 421-035.: [655, 1364, 795, 1391]
- classified-ad: ΠΩΛΕΙΤΑΙ οικόπεδον εις Κατερίνη. Τηλ. 523-791.: [33, 1414, 173, 1441]
- classified-ad: ΠΩΛΟΥΝΤΑΙ διαμέρισμα 150 μ2. Τηλ. 265-326.: [343, 502, 484, 529]
- classified-ad: ΠΩΛΕΙΤΑΙ διαμέρισμα 73 μ2. Τηλ. 265-326.: [343, 669, 484, 696]
- classified-ad: ΔΙΑΜΕΡΙΣΜΑΤΑ 3 ΔΣΤΚΛ. Τηλ. 222-565.: [810, 638, 951, 665]
- classified-ad: ΚΑΤΑΣΤΗΜΑΤΑ στην Εγνατία. Τηλ. 513-737.: [499, 1341, 639, 1368]
- classified-ad: ΠΩΛΕΙΤΑΙ Ιδανικό αγρόκτημα 150 μ2. Τηλ. 265-326.: [343, 792, 484, 831]
- classified-ad: ΑΝΑΛΗΨΙΣ 83 μ2, 2 ΔΣΤΚΛ. Τηλ. 523-791.: [33, 1036, 173, 1063]
- classified-ad: ΓΡΑΒΙΑΣ ανάγκη 47 μ2 με καλό όροφο 410.000. Τηλ. 523-791.: [33, 395, 173, 434]
- classified-ad: ΚΗΦΙΣΙΑΣ διαμερίσματα, Τηλ. 523-791.: [33, 847, 173, 874]
- classified-ad: ΠΩΛΕΙΤΑΙ κατάστημα εις Συκιές. Τηλ. 265-326.: [343, 730, 484, 757]
- classified-ad: ΠΩΛΟΥΝΤΑΙ παραθαλάσσια διαμερίσματα. Τηλ. 265-326.: [343, 409, 484, 436]
- classified-ad: ΙΑΤΡΟΙ, Αγ. Σοφίας. Τηλ. 230-303.: [966, 850, 1106, 877]
- classified-ad: ΚΑΡΥΠΙΔΗΣ Τσιμισκή 121, τηλέφ. 265-588, 276-616. Ρετιρέ στην Καλαμαριά.: [188, 926, 328, 964]
- classified-ad: ΚΑΡΥΠΙΔΗΣ Τσιμισκή 121, τηλέφ. 265-588, 276-616. Διαμέρισμα στην Τούμπα.: [188, 1350, 328, 1389]
- classified-ad: ΡΕΤΙΡΕ πωλείται στην 25η Μαρτίου. Τηλ. 835-100.: [966, 1025, 1106, 1052]
- classified-ad: ΝΙΚΟΛΑΪΔΟΥ διαμ. στην Κέντρο, τηλ. 220-171.: [188, 1570, 328, 1597]
- continuation-note: Η ΣΥΝΕΧΕΙΑ ΣΤΗ 10η ΣΕΛΙΔΑ: [1136, 975, 1247, 998]
- classified-ad: ΠΩΛΟΥΝΤΑΙ οικόπεδα. Τηλ. 526-521.: [810, 1206, 951, 1233]
- classified-ad: ΕΥΚΑΡΙΑ: Πωλείται διαμ. 48 μ2. Τηλ. 827-308.: [499, 378, 639, 405]
- classified-ad: ΒΟΤΣΗΣ 832-270 διαμ. 85 μ2. Τηλ. 832-270.: [499, 803, 639, 830]
- classified-ad: ΚΤΗΜΑΤΙΚΟΝ γραφείον Αριστοτέλους 24ος, 5ος όροφος, τηλ. 265-326.: [343, 108, 484, 147]
- column-3: [339, 108, 488, 1869]
- classified-ad: ΒΑΛΕΤΟΠΟΥΛΟΣ: Κατάστ. 26 τ.μ. 2.500.000 (Αθωνος), τηλ. 230-373.: [188, 266, 328, 305]
- classified-ad: ΣΤΗΝ Καλαμαριά 93 μ2. Τηλ. 510-007.: [966, 355, 1106, 382]
- classified-ad: ΡΕΤΙΡΕ, 5ος όροφος, 120 τ.μ. Τηλ. 271-374.: [499, 1403, 639, 1430]
- classified-ad: ΚΑΡΥΠΙΔΗΣ Τσιμισκή 121, τηλέφ. 265-588, 276-616. Διαμέρισμα στην Αγ. Σοφία.: [188, 1010, 328, 1049]
- classified-ad: ΔΗΛΩΣΑΤΕ πρός πώληση. Τηλ. 279-410.: [1121, 324, 1262, 351]
- classified-ad: ΡΕΤΙΡΕ λοιδ 145 μ2. Τηλ. 510-007.: [966, 263, 1106, 289]
- classified-ad: «ΕΥΚΛΕΙΔΗ» περιοχή 50 μ2 πολυκατοικία. Τηλ. 523-791.: [33, 438, 173, 465]
- classified-ad: ΕΥΚΑΡΙΑ: Πωλείται διαμ. 75 μ2. Τηλ. 827-308.: [499, 409, 639, 436]
- classified-ad: ΣΤΗΝ Σχολείο 130 μ2. Τηλ. 510-007.: [966, 293, 1106, 320]
- classified-ad: ΕΠΙΧΕΙΡΗΣΕΙΣ Μας. Τηλ. 840-694.: [655, 1055, 795, 1082]
- classified-ad: ΤΣΕΚΟΥΡΑΣ, κοντά στην Αγία Τριάδα, Τηλ. 263-651.: [33, 1569, 173, 1596]
- classified-ad: ΒΟΤΣΗΣ 832-270 διαμ. εις Τούμπα. Τηλ. 832-270.: [499, 958, 639, 985]
- classified-ad: ΟΙΚΟΠΕΔΟΝ 220 μ2. Τηλ. 230-303.: [966, 819, 1106, 846]
- classified-ad: ΤΣΕΚΟΥΡΑΣ, διαμ. στην πλατεία Κρήτης. Τηλ. 263-651.: [33, 1704, 173, 1743]
- classified-ad: Μ. ΜΠΟΤΣΑΡΗ 52 μ2 από κατασκευής, σε καλό όροφο. Τηλ. 523-791.: [33, 554, 173, 592]
- classified-ad: ΒΑΛΕΤΟΠΟΥΛΟΣ: Οικόπεδον 1.000 μ2 στο χωριό, τηλ. 230-373.: [188, 151, 328, 190]
- classified-ad: ΠΩΛΩ καταστήματα. Τηλ. 225-092.: [966, 696, 1106, 723]
- classified-ad: ΒΟΤΣΗΣ 832-270 διαμ. 80 και 85 μ2. Τηλ. 832-270.: [499, 773, 639, 799]
